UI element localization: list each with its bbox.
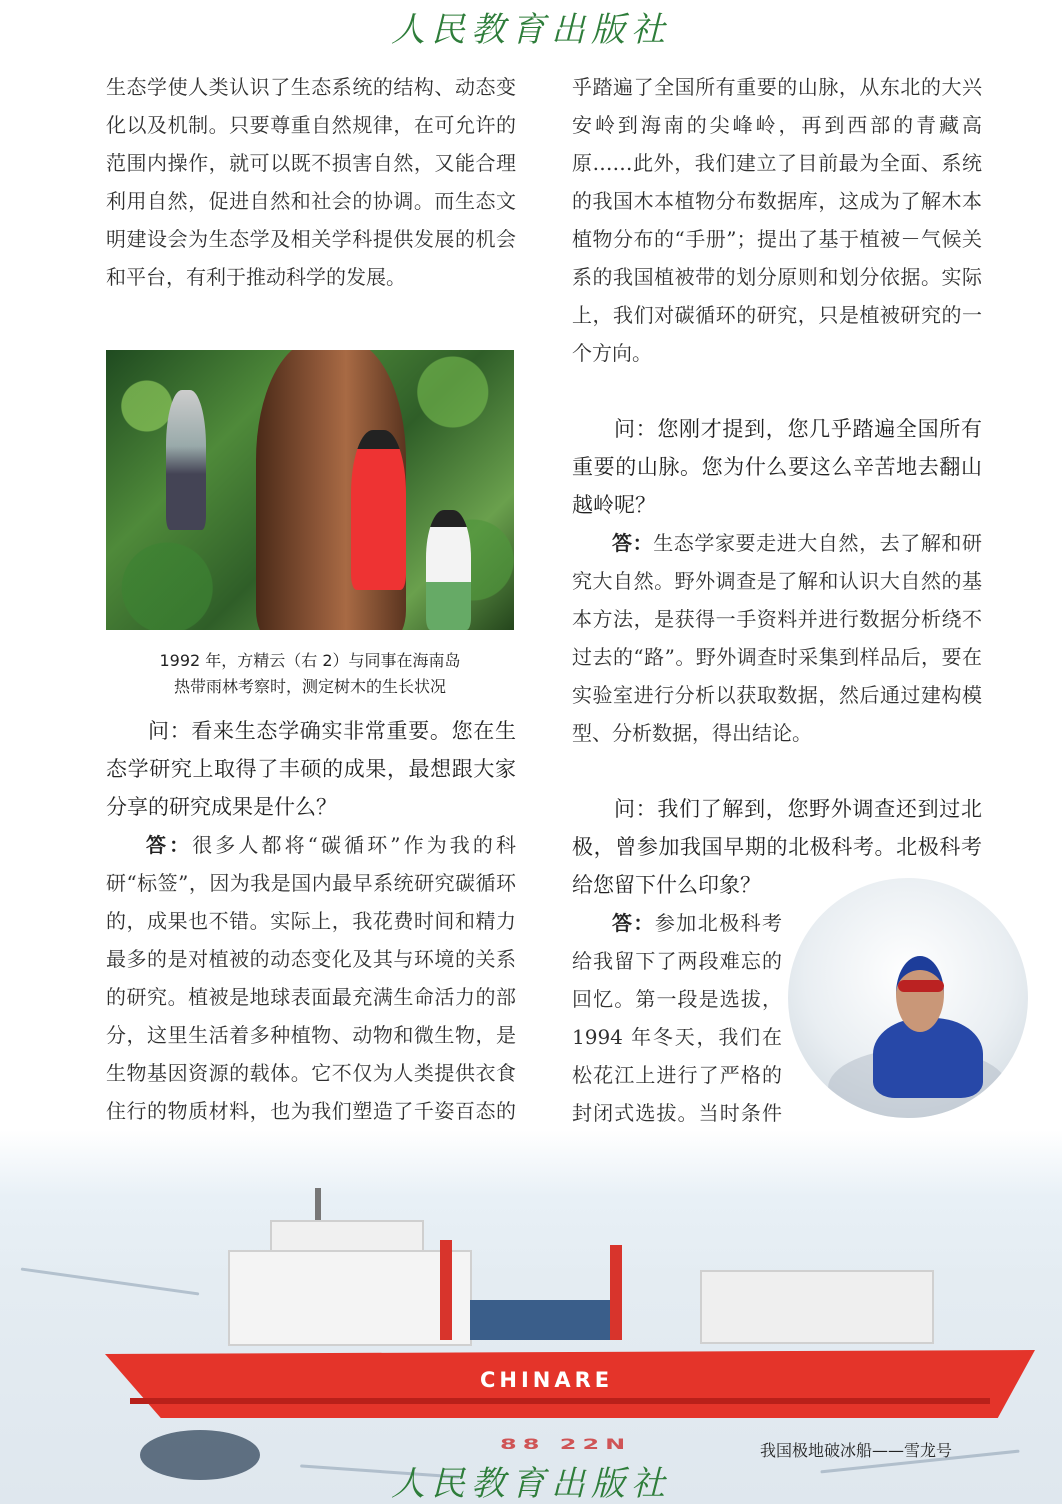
cargo-containers <box>470 1300 610 1340</box>
ship-superstructure <box>228 1250 472 1346</box>
left-intro-paragraph <box>106 68 516 296</box>
forest-caption-line-2: 热带雨林考察时，测定树木的生长状况 <box>173 677 446 696</box>
hull-lettering: CHINARE <box>480 1368 614 1392</box>
arctic-survey-photo <box>788 878 1028 1118</box>
forest-caption-line-1: 1992 年，方精云（右 2）与同事在海南岛 <box>159 651 461 670</box>
answer-3-label: 答： <box>612 911 655 935</box>
hull-waterline <box>130 1398 990 1404</box>
publisher-logo-header: 人民教育出版社 <box>391 10 671 50</box>
answer-3-text: 参加北极科考给我留下了两段难忘的回忆。第一段是选拔，1994 年冬天，我们在松花江上进行了严格的封闭式选拔。当时条件 <box>572 911 783 1125</box>
right-qa-2 <box>572 410 982 752</box>
right-continuation-paragraph <box>572 68 982 372</box>
forest-survey-photo <box>106 350 514 630</box>
question-1-label: 问： <box>148 719 192 743</box>
answer-2 <box>572 524 982 752</box>
question-3-label: 问： <box>614 797 658 821</box>
question-2 <box>572 410 982 524</box>
researcher-red-suit <box>351 430 406 590</box>
crane-aft <box>610 1245 622 1340</box>
researcher-white-shirt <box>426 510 471 630</box>
question-1-text: 看来生态学确实非常重要。您在生态学研究上取得了丰硕的成果，最想跟大家分享的研究成果是什么？ <box>106 719 516 819</box>
continuation-text: 乎踏遍了全国所有重要的山脉，从东北的大兴安岭到海南的尖峰岭，再到西部的青藏高原……此外，我们建立了目前最为全面、系统的我国木本植物分布数据库，这成为了解木本植物分布的“手册”；提出了基于植被－气候关系的我国植被带的划分原则和划分依据。实际上，我们对碳循环的研究，只是植被研究的一个方向。 <box>572 75 982 365</box>
aft-deckhouse <box>700 1270 934 1344</box>
answer-2-label: 答： <box>612 531 654 555</box>
question-2-text: 您刚才提到，您几乎踏遍全国所有重要的山脉。您为什么要这么辛苦地去翻山越岭呢？ <box>572 417 982 517</box>
question-2-label: 问： <box>614 417 658 441</box>
snow-goggles <box>898 980 944 992</box>
crane-forward <box>440 1240 452 1340</box>
answer-2-text: 生态学家要走进大自然，去了解和研究大自然。野外调查是了解和认识大自然的基本方法，是获得一手资料并进行数据分析绕不过去的“路”。野外调查时采集到样品后，要在实验室进行分析以获取数据，然后通过建构模型、分析数据，得出结论。 <box>572 531 983 745</box>
ice-painted-number: 88 22N <box>500 1435 632 1453</box>
intro-text: 生态学使人类认识了生态系统的结构、动态变化以及机制。只要尊重自然规律，在可允许的范围内操作，就可以既不损害自然，又能合理利用自然，促进自然和社会的协调。而生态文明建设会为生态学及相关学科提供发展的机会和平台，有利于推动科学的发展。 <box>106 75 516 289</box>
question-1 <box>106 712 516 826</box>
answer-1-text: 很多人都将“碳循环”作为我的科研“标签”，因为我是国内最早系统研究碳循环的，成果也不错。实际上，我花费时间和精力最多的是对植被的动态变化及其与环境的关系的研究。植被是地球表面最充满生命活力的部分，这里生活着多种植物、动物和微生物，是生物基因资源的载体。它不仅为人类提供衣食住行的物质材料，也为我们塑造了千姿百态的 <box>106 833 517 1123</box>
question-3-text: 我们了解到，您野外调查还到过北极，曾参加我国早期的北极科考。北极科考给您留下什么印象？ <box>572 797 982 897</box>
answer-1-label: 答： <box>146 833 193 857</box>
researcher-head <box>896 956 944 1032</box>
ship-caption: 我国极地破冰船——雪龙号 <box>760 1441 953 1460</box>
forest-photo-caption <box>106 648 514 700</box>
researcher-climbing <box>166 390 206 530</box>
researcher-blue-jacket <box>873 1018 983 1098</box>
publisher-logo-footer: 人民教育出版社 <box>391 1464 671 1504</box>
